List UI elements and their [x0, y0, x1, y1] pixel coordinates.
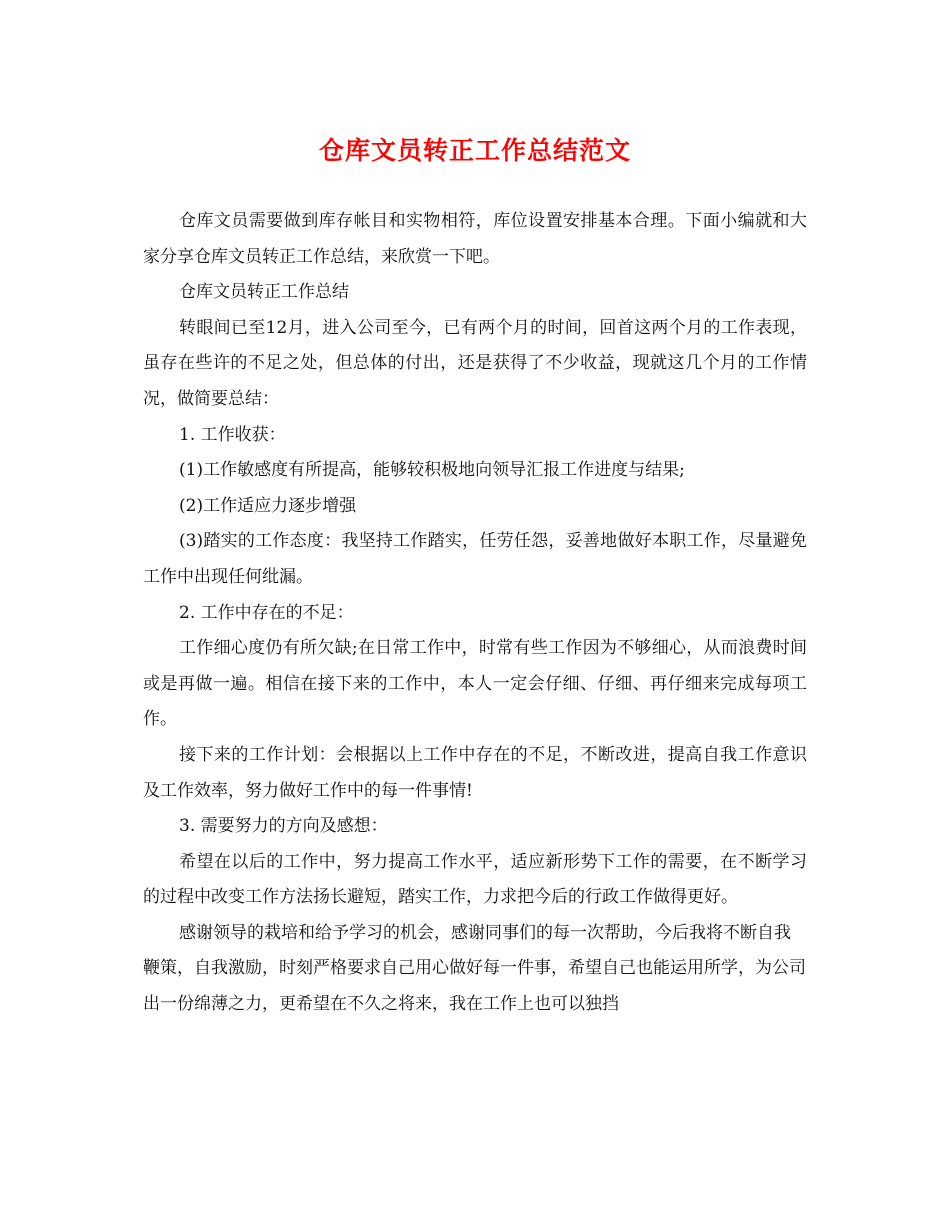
section-heading-direction: 3. 需要努力的方向及感想：	[179, 816, 388, 837]
paragraph-opening: 转眼间已至12月，进入公司至今，已有两个月的时间，回首这两个月的工作表现，虽存在些许的不足之处，但总体的付出，还是获得了不少收益，现就这几个月的工作情况，做简要总结：	[143, 317, 807, 409]
paragraph-thanks: 感谢领导的栽培和给予学习的机会，感谢同事们的每一次帮助，今后我将不断自我鞭策，自我激励，时刻严格要求自己用心做好每一件事，希望自己也能运用所学，为公司出一份绵薄之力，更希望在不久之将来，我在工作上也可以独挡	[143, 922, 806, 1015]
list-item-gain-1: (1)工作敏感度有所提高，能够较积极地向领导汇报工作进度与结果;	[179, 460, 685, 481]
section-heading-gains: 1. 工作收获：	[179, 424, 286, 445]
paragraph-direction: 希望在以后的工作中，努力提高工作水平，适应新形势下工作的需要，在不断学习的过程中改变工作方法扬长避短，踏实工作，力求把今后的行政工作做得更好。	[143, 851, 807, 908]
paragraph-intro: 仓库文员需要做到库存帐目和实物相符，库位设置安排基本合理。下面小编就和大家分享仓库文员转正工作总结，来欣赏一下吧。	[143, 211, 807, 267]
paragraph-plan: 接下来的工作计划：会根据以上工作中存在的不足，不断改进，提高自我工作意识及工作效率，努力做好工作中的每一件事情!	[143, 744, 807, 801]
list-item-gain-2: (2)工作适应力逐步增强	[179, 495, 357, 516]
document-title: 仓库文员转正工作总结范文	[318, 136, 631, 165]
paragraph-subtitle: 仓库文员转正工作总结	[179, 282, 349, 303]
paragraph-shortcomings: 工作细心度仍有所欠缺;在日常工作中，时常有些工作因为不够细心，从而浪费时间或是再做一遍。相信在接下来的工作中，本人一定会仔细、仔细、再仔细来完成每项工作。	[143, 638, 807, 730]
section-heading-shortcomings: 2. 工作中存在的不足：	[179, 602, 354, 623]
document-body	[143, 204, 807, 1023]
list-item-gain-3: (3)踏实的工作态度：我坚持工作踏实，任劳任怨，妥善地做好本职工作，尽量避免工作中出现任何纰漏。	[143, 531, 807, 587]
